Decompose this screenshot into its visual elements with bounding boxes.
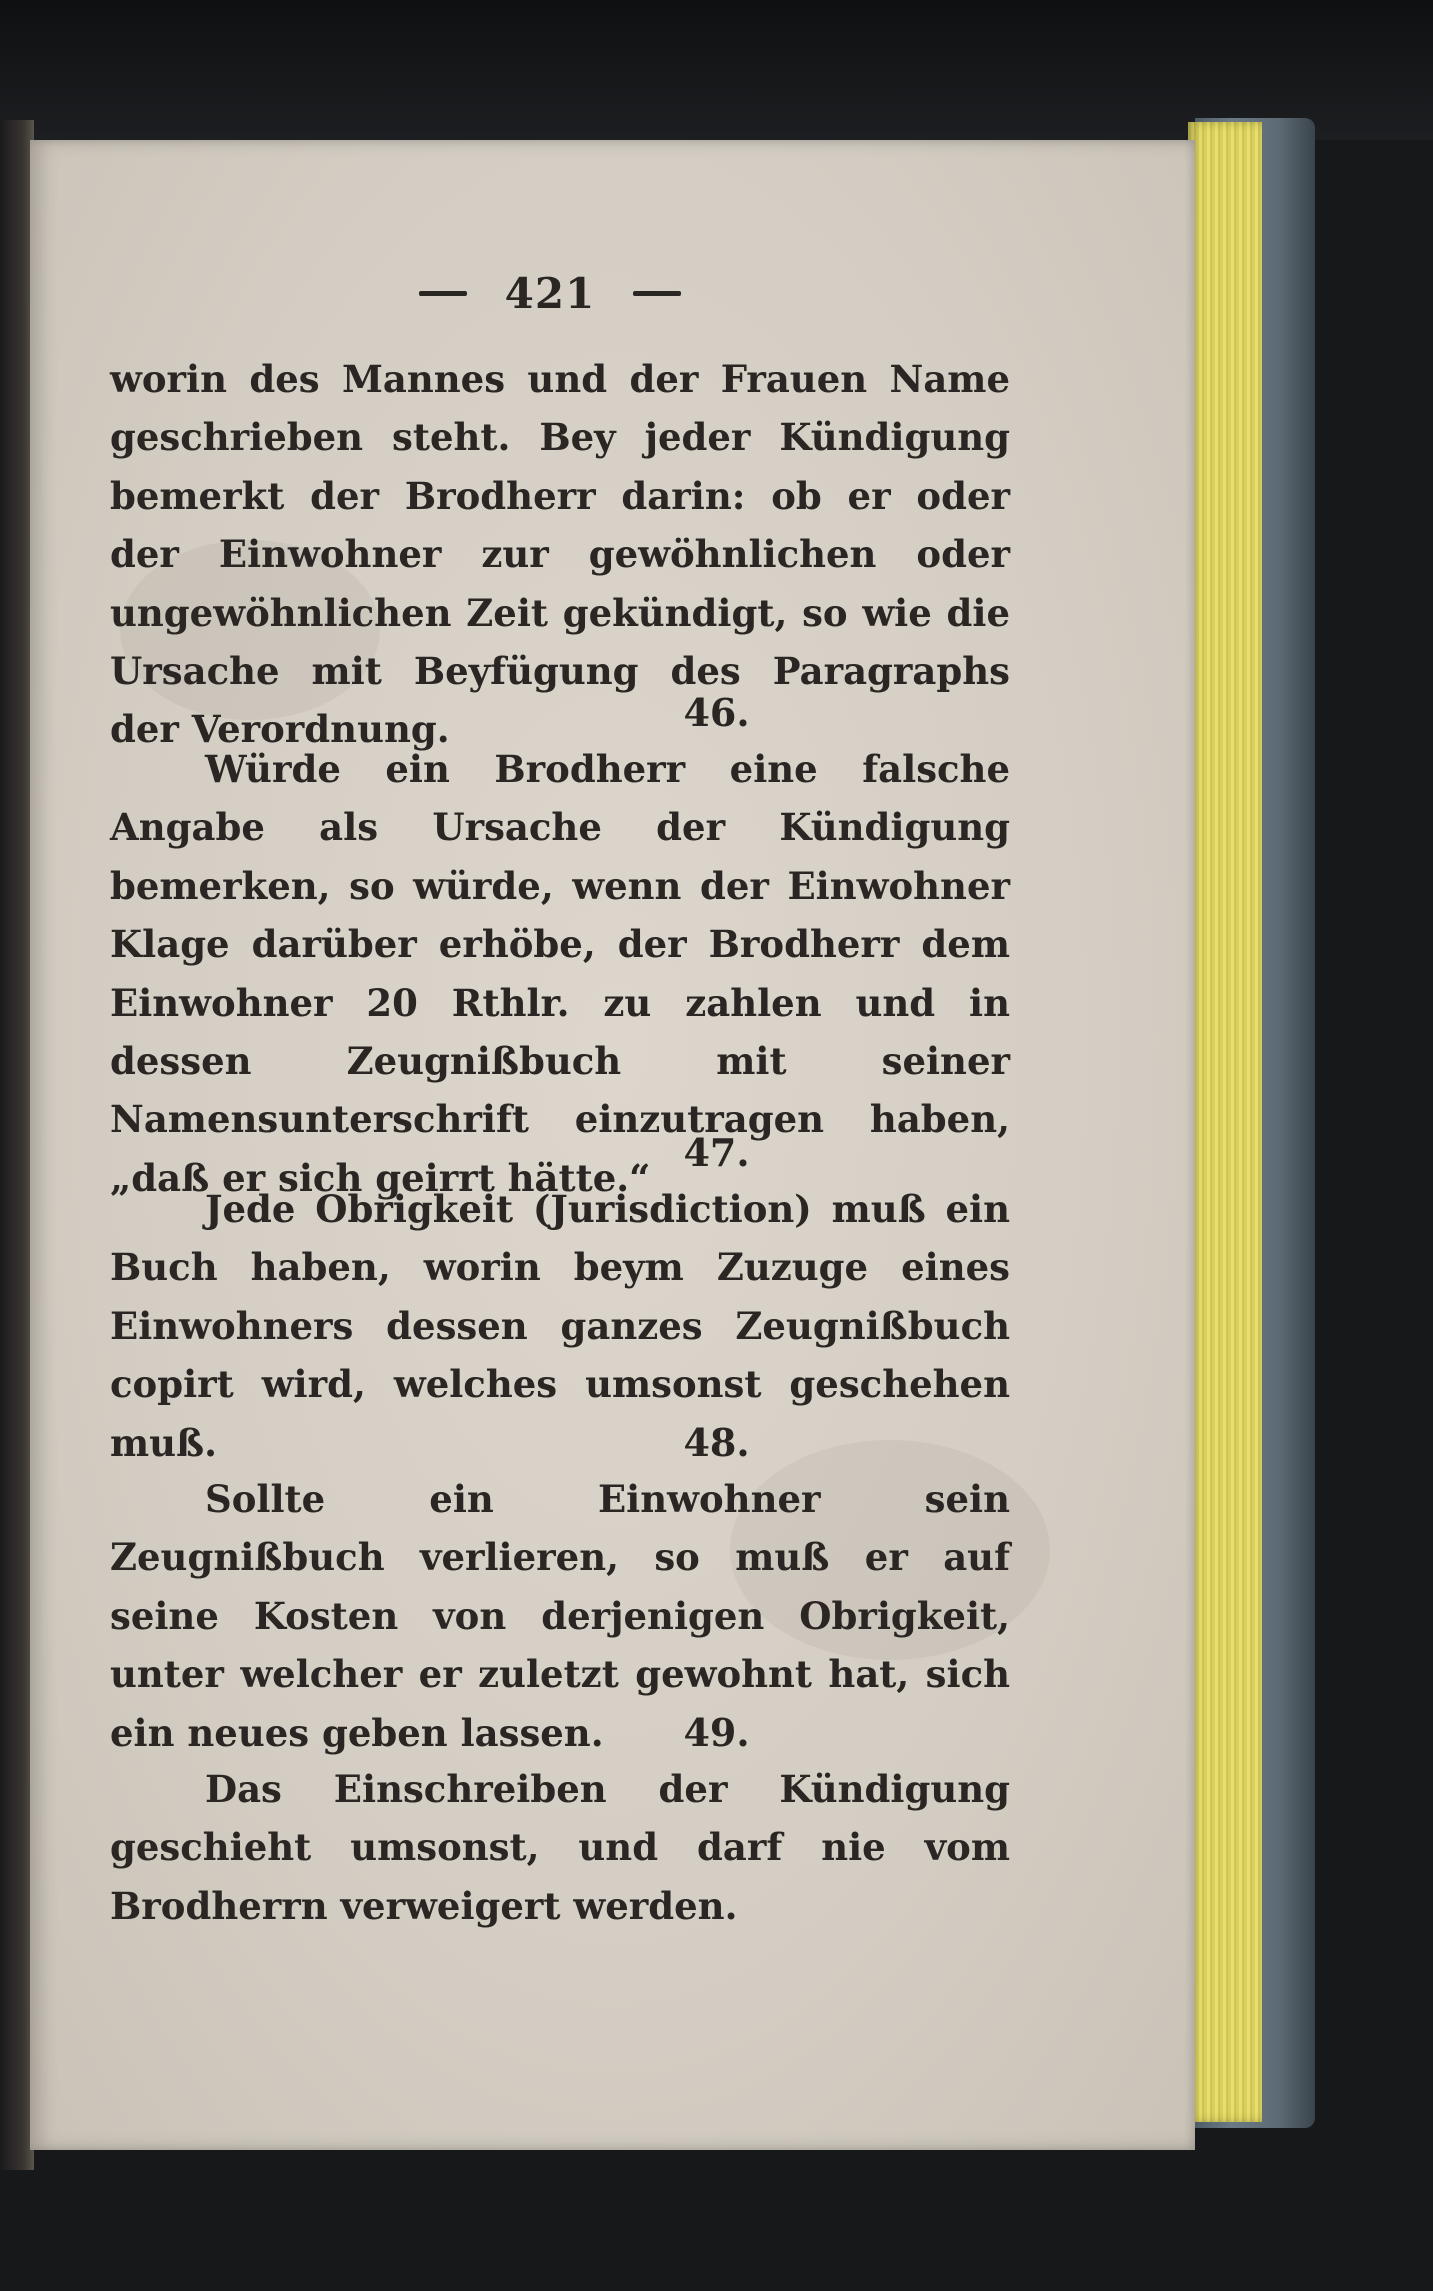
paragraph-text: Würde ein Brodherr eine falsche Angabe als Ursache der Kündigung bemerken, so würde, wenn der Einwohner Klage darüber erhöbe, der Brodherr dem Einwohner 20 Rthlr. zu zahlen und in dessen Zeugnißbuch mit seiner Namensunterschrift einzutragen haben, „daß er sich geirrt hätte.“: [110, 747, 1010, 1200]
bleed-through-text: [250, 1880, 1020, 1910]
paragraph-text: Sollte ein Einwohner sein Zeugnißbuch verlieren, so muß er auf seine Kosten von derjenigen Obrigkeit, unter welcher er zuletzt gewohnt hat, sich ein neues geben lassen.: [110, 1477, 1010, 1755]
section-number-47: 47.: [683, 1130, 750, 1175]
gilded-page-edges: [1188, 122, 1262, 2122]
page-number: 421: [504, 268, 596, 318]
header-dash-right: [633, 291, 681, 296]
section-number-48: 48.: [683, 1420, 750, 1465]
section-number-46: 46.: [683, 690, 750, 735]
paragraph-text: Jede Obrigkeit (Jurisdiction) muß ein Buch haben, worin beym Zuzuge eines Einwohners dessen ganzes Zeugnißbuch copirt wird, welches umsonst geschehen muß.: [110, 1187, 1010, 1465]
page-header: [400, 263, 700, 323]
section-number-49: 49.: [683, 1710, 750, 1755]
paragraph-text: Das Einschreiben der Kündigung geschieht umsonst, und darf nie vom Brodherrn verweigert werden.: [110, 1767, 1010, 1928]
paragraph-text: worin des Mannes und der Frauen Name geschrieben steht. Bey jeder Kündigung bemerkt der Brodherr darin: ob er oder der Einwohner zur gewöhnlichen oder ungewöhnlichen Zeit gekündigt, so wie die Ursache mit Beyfügung des Paragraphs der Verordnung.: [110, 357, 1010, 752]
header-dash-left: [419, 291, 467, 296]
